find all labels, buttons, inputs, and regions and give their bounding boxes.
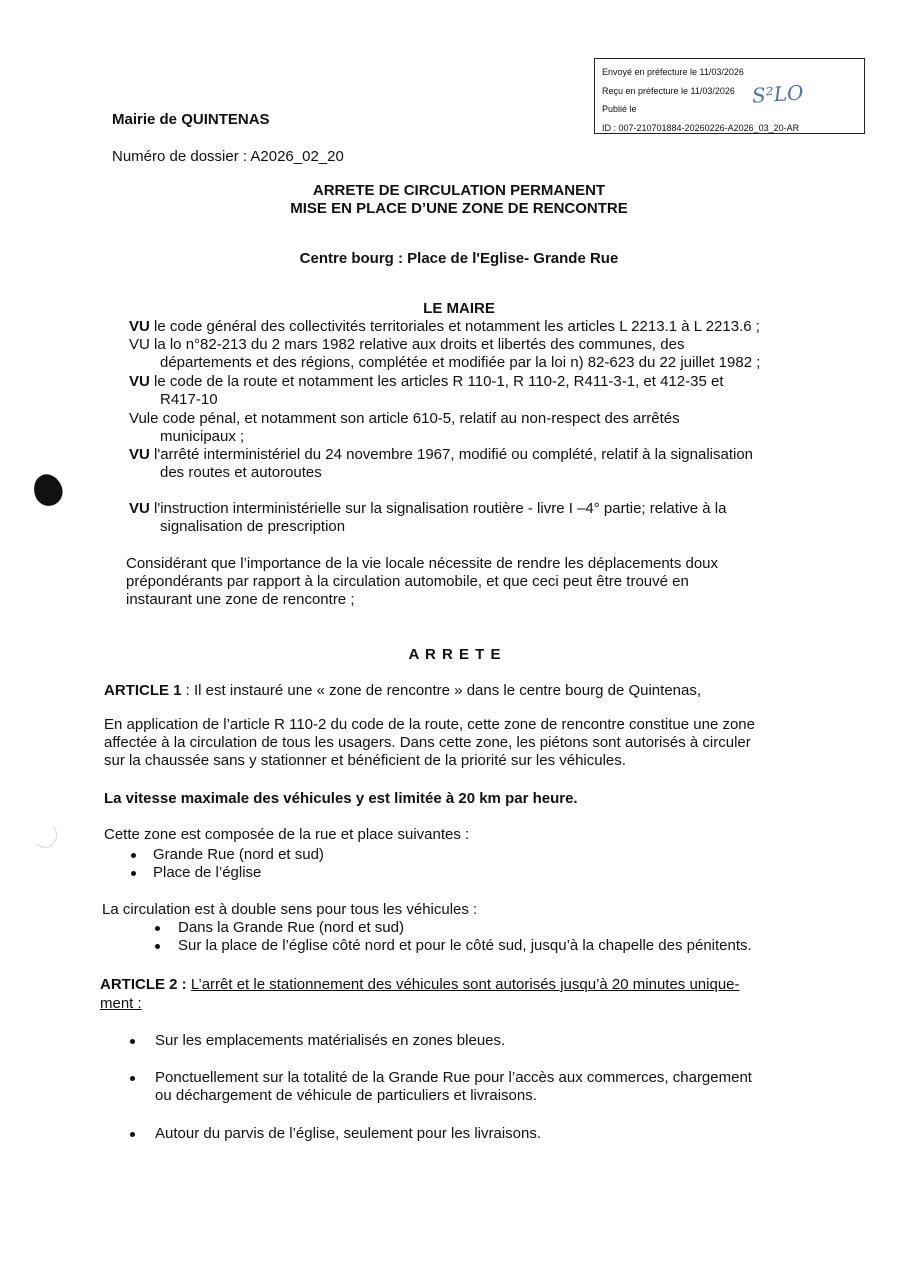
article-1 xyxy=(104,682,701,700)
street-item-text: Place de l’église xyxy=(153,864,262,881)
vu-label: VU xyxy=(129,373,150,390)
vu-6-text: l'instruction interministérielle sur la signalisation routière - livre I –4° partie; relative à la xyxy=(149,500,727,517)
speed-limit: La vitesse maximale des véhicules y est limitée à 20 km par heure. xyxy=(104,790,578,807)
art2-item-text: Autour du parvis de l’église, seulement pour les livraisons. xyxy=(155,1125,542,1142)
considerant-2: prépondérants par rapport à la circulation automobile, et que ceci peut être trouvé en xyxy=(126,573,689,590)
vu-4a: Vule code pénal, et notamment son article 610-5, relatif au non-respect des arrêtés xyxy=(129,410,680,427)
double-item xyxy=(155,919,404,937)
zone-composed: Cette zone est composée de la rue et place suivantes : xyxy=(104,826,470,843)
punch-hole-ring xyxy=(33,822,57,848)
vu-2a: VU la lo n°82-213 du 2 mars 1982 relative aux droits et libertés des communes, des xyxy=(129,336,685,353)
vu-3 xyxy=(129,373,724,391)
article-1-text: : Il est instauré une « zone de rencontre » dans le centre bourg de Quintenas, xyxy=(181,682,702,699)
prefecture-stamp xyxy=(594,58,865,134)
street-item xyxy=(131,846,324,864)
bullet-icon xyxy=(155,944,160,949)
vu-4b: municipaux ; xyxy=(160,428,245,445)
street-item-text: Grande Rue (nord et sud) xyxy=(153,846,324,863)
double-item-text: Sur la place de l’église côté nord et pour le côté sud, jusqu’à la chapelle des pénitents. xyxy=(178,937,752,954)
double-item-text: Dans la Grande Rue (nord et sud) xyxy=(178,919,404,936)
vu-1 xyxy=(129,318,760,336)
article-2-text: L’arrêt et le stationnement des véhicules sont autorisés jusqu’à 20 minutes unique- xyxy=(190,976,740,993)
vu-5b: des routes et autoroutes xyxy=(160,464,322,481)
vu-3-text: le code de la route et notamment les articles R 110-1, R 110-2, R411-3-1, et 412-35 et xyxy=(149,373,724,390)
dossier-number: Numéro de dossier : A2026_02_20 xyxy=(112,148,344,165)
considerant-3: instaurant une zone de rencontre ; xyxy=(126,591,355,608)
le-maire-heading: LE MAIRE xyxy=(423,300,495,317)
bullet-icon xyxy=(130,1076,135,1081)
bullet-icon xyxy=(131,853,136,858)
vu-label: VU xyxy=(129,446,150,463)
art2-item xyxy=(130,1125,541,1143)
title-line-1: ARRETE DE CIRCULATION PERMANENT xyxy=(312,182,606,199)
bullet-icon xyxy=(155,926,160,931)
location-title: Centre bourg : Place de l'Eglise- Grande Rue xyxy=(299,250,619,267)
application-2: affectée à la circulation de tous les usagers. Dans cette zone, les piétons sont autorisés à circuler xyxy=(104,734,751,751)
art2-item-cont: ou déchargement de véhicule de particuliers et livraisons. xyxy=(155,1087,537,1104)
vu-label: VU xyxy=(129,500,150,517)
vu-6b: signalisation de prescription xyxy=(160,518,346,535)
street-item xyxy=(131,864,261,882)
bullet-icon xyxy=(131,871,136,876)
vu-5-text: l'arrêté interministériel du 24 novembre 1967, modifié ou complété, relatif à la signalisation xyxy=(149,446,754,463)
vu-2b: départements et des régions, complétée et modifiée par la loi n) 82-623 du 22 juillet 1982 ; xyxy=(160,354,761,371)
art2-item xyxy=(130,1069,752,1087)
stamp-published: Publié le xyxy=(602,104,637,114)
mairie-name: Mairie de QUINTENAS xyxy=(112,111,270,128)
punch-hole-mark xyxy=(29,470,66,510)
article-2-label: ARTICLE 2 : xyxy=(100,976,187,993)
stamp-received: Reçu en préfecture le 11/03/2026 xyxy=(602,86,735,96)
art2-item-text: Ponctuellement sur la totalité de la Grande Rue pour l’accès aux commerces, chargement xyxy=(155,1069,752,1086)
art2-item xyxy=(130,1032,505,1050)
bullet-icon xyxy=(130,1132,135,1137)
considerant-1: Considérant que l’importance de la vie locale nécessite de rendre les déplacements doux xyxy=(126,555,719,572)
application-1: En application de l’article R 110-2 du code de la route, cette zone de rencontre constitue une zone xyxy=(104,716,755,733)
vu-label: VU xyxy=(129,318,150,335)
article-2 xyxy=(100,976,740,994)
double-item xyxy=(155,937,752,955)
article-2-text-cont: ment : xyxy=(100,995,142,1012)
vu-3b: R417-10 xyxy=(160,391,218,408)
arrete-heading: A R R E T E xyxy=(408,646,502,663)
vu-1-text: le code général des collectivités territoriales et notamment les articles L 2213.1 à L 2213.6 ; xyxy=(149,318,760,335)
application-3: sur la chaussée sans y stationner et bénéficient de la priorité sur les véhicules. xyxy=(104,752,626,769)
title-line-2: MISE EN PLACE D’UNE ZONE DE RENCONTRE xyxy=(290,200,628,217)
article-1-label: ARTICLE 1 xyxy=(104,682,182,699)
double-sens: La circulation est à double sens pour tous les véhicules : xyxy=(102,901,478,918)
vu-6 xyxy=(129,500,726,518)
art2-item-text: Sur les emplacements matérialisés en zones bleues. xyxy=(155,1032,506,1049)
handwritten-signature: S²LO xyxy=(751,80,805,108)
bullet-icon xyxy=(130,1039,135,1044)
stamp-sent: Envoyé en préfecture le 11/03/2026 xyxy=(602,67,744,77)
vu-5 xyxy=(129,446,753,464)
stamp-id: ID : 007-210701884-20260226-A2026_03_20-AR xyxy=(602,123,800,133)
